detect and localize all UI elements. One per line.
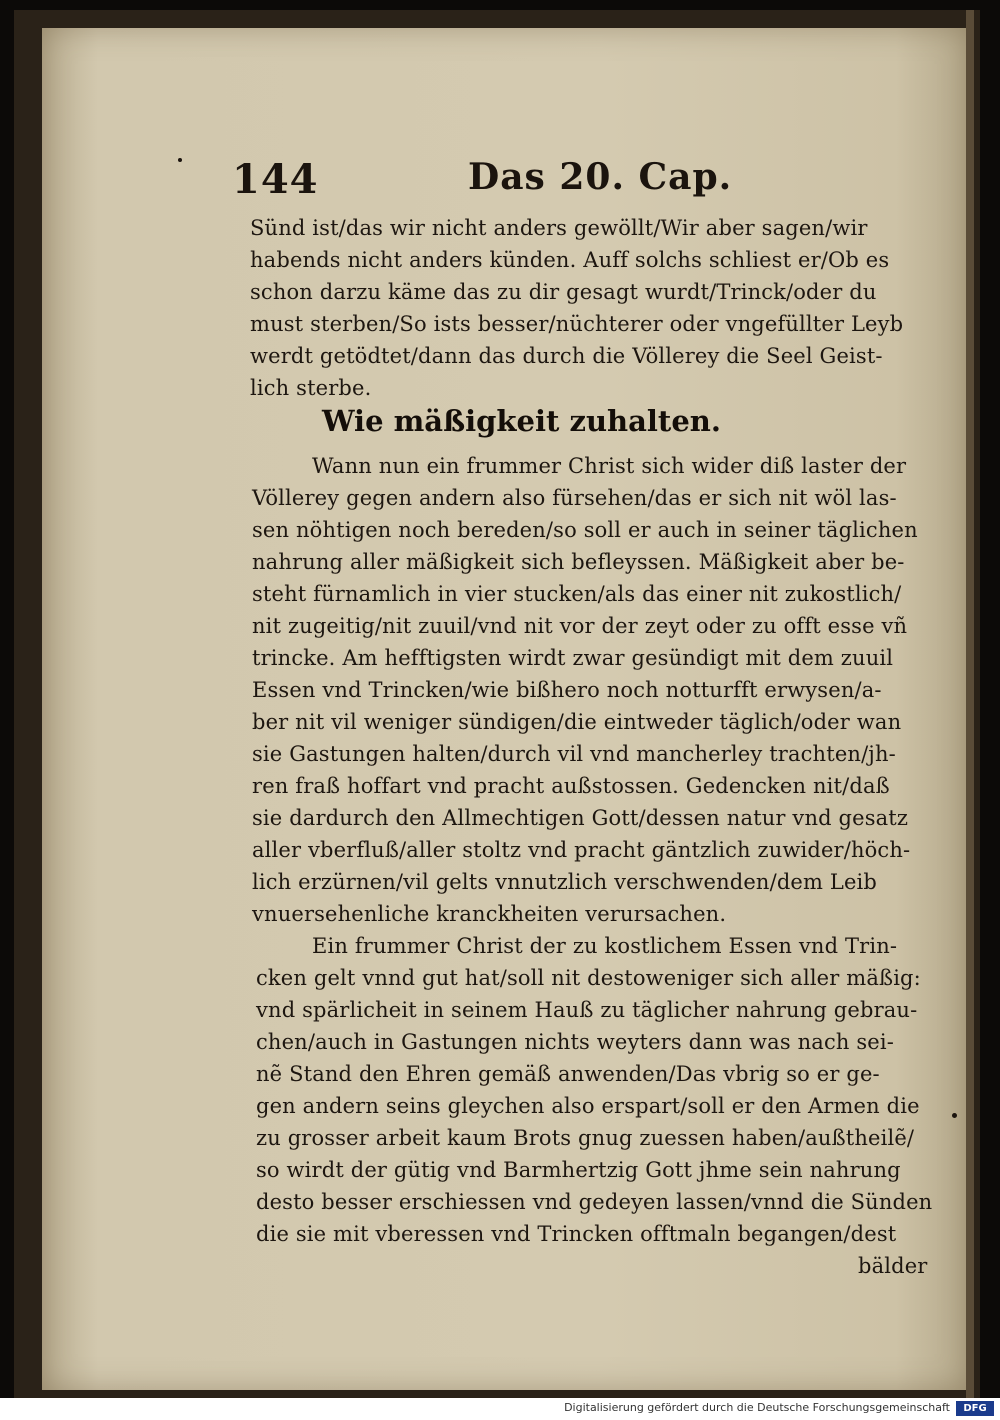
- catchword: bälder: [858, 1254, 928, 1278]
- text-line: sie Gastungen halten/durch vil vnd mancherley trachten/jh-: [252, 742, 896, 766]
- text-line: Sünd ist/das wir nicht anders gewöllt/Wir aber sagen/wir: [250, 216, 868, 240]
- text-line: nẽ Stand den Ehren gemäß anwenden/Das vbrig so er ge-: [256, 1062, 880, 1086]
- text-line: lich sterbe.: [250, 376, 372, 400]
- text-line: Völlerey gegen andern also fürsehen/das er sich nit wöl las-: [252, 486, 897, 510]
- text-line: vnuersehenliche kranckheiten verursachen.: [252, 902, 727, 926]
- text-line: nahrung aller mäßigkeit sich befleyssen. Mäßigkeit aber be-: [252, 550, 905, 574]
- text-line: nit zugeitig/nit zuuil/vnd nit vor der zeyt oder zu offt esse vñ: [252, 614, 908, 638]
- section-heading: Wie mäßigkeit zuhalten.: [322, 404, 721, 438]
- text-line: gen andern seins gleychen also erspart/soll er den Armen die: [256, 1094, 920, 1118]
- text-line: ber nit vil weniger sündigen/die eintweder täglich/oder wan: [252, 710, 902, 734]
- text-line: Essen vnd Trincken/wie bißhero noch notturfft erwysen/a-: [252, 678, 882, 702]
- page-number: 144: [232, 156, 319, 203]
- text-line: vnd spärlicheit in seinem Hauß zu täglicher nahrung gebrau-: [256, 998, 918, 1022]
- text-line: steht fürnamlich in vier stucken/als das einer nit zukostlich/: [252, 582, 902, 606]
- dfg-logo: DFG: [956, 1401, 994, 1416]
- text-line: sie dardurch den Allmechtigen Gott/dessen natur vnd gesatz: [252, 806, 909, 830]
- text-line: werdt getödtet/dann das durch die Völlerey die Seel Geist-: [250, 344, 883, 368]
- digitization-footer: [0, 1398, 1000, 1420]
- text-line: zu grosser arbeit kaum Brots gnug zuessen haben/außtheilẽ/: [256, 1126, 915, 1150]
- running-head: Das 20. Cap.: [468, 156, 733, 198]
- text-line: cken gelt vnnd gut hat/soll nit destoweniger sich aller mäßig:: [256, 966, 921, 990]
- text-line: sen nöhtigen noch bereden/so soll er auch in seiner täglichen: [252, 518, 918, 542]
- footer-credit: Digitalisierung gefördert durch die Deutsche Forschungsgemeinschaft: [564, 1401, 950, 1414]
- text-line: habends nicht anders künden. Auff solchs schliest er/Ob es: [250, 248, 890, 272]
- text-line: lich erzürnen/vil gelts vnnutzlich verschwenden/dem Leib: [252, 870, 878, 894]
- text-line: Ein frummer Christ der zu kostlichem Essen vnd Trin-: [312, 934, 898, 958]
- text-line: must sterben/So ists besser/nüchterer oder vngefüllter Leyb: [250, 312, 904, 336]
- text-line: Wann nun ein frummer Christ sich wider diß laster der: [312, 454, 907, 478]
- text-line: so wirdt der gütig vnd Barmhertzig Gott jhme sein nahrung: [256, 1158, 901, 1182]
- text-line: desto besser erschiessen vnd gedeyen lassen/vnnd die Sünden: [256, 1190, 933, 1214]
- text-line: schon darzu käme das zu dir gesagt wurdt/Trinck/oder du: [250, 280, 877, 304]
- text-line: ren fraß hoffart vnd pracht außstossen. Gedencken nit/daß: [252, 774, 890, 798]
- text-line: chen/auch in Gastungen nichts weyters dann was nach sei-: [256, 1030, 894, 1054]
- text-line: die sie mit vberessen vnd Trincken offtmaln begangen/dest: [256, 1222, 897, 1246]
- text-line: aller vberfluß/aller stoltz vnd pracht gäntzlich zuwider/höch-: [252, 838, 911, 862]
- text-line: trincke. Am hefftigsten wirdt zwar gesündigt mit dem zuuil: [252, 646, 894, 670]
